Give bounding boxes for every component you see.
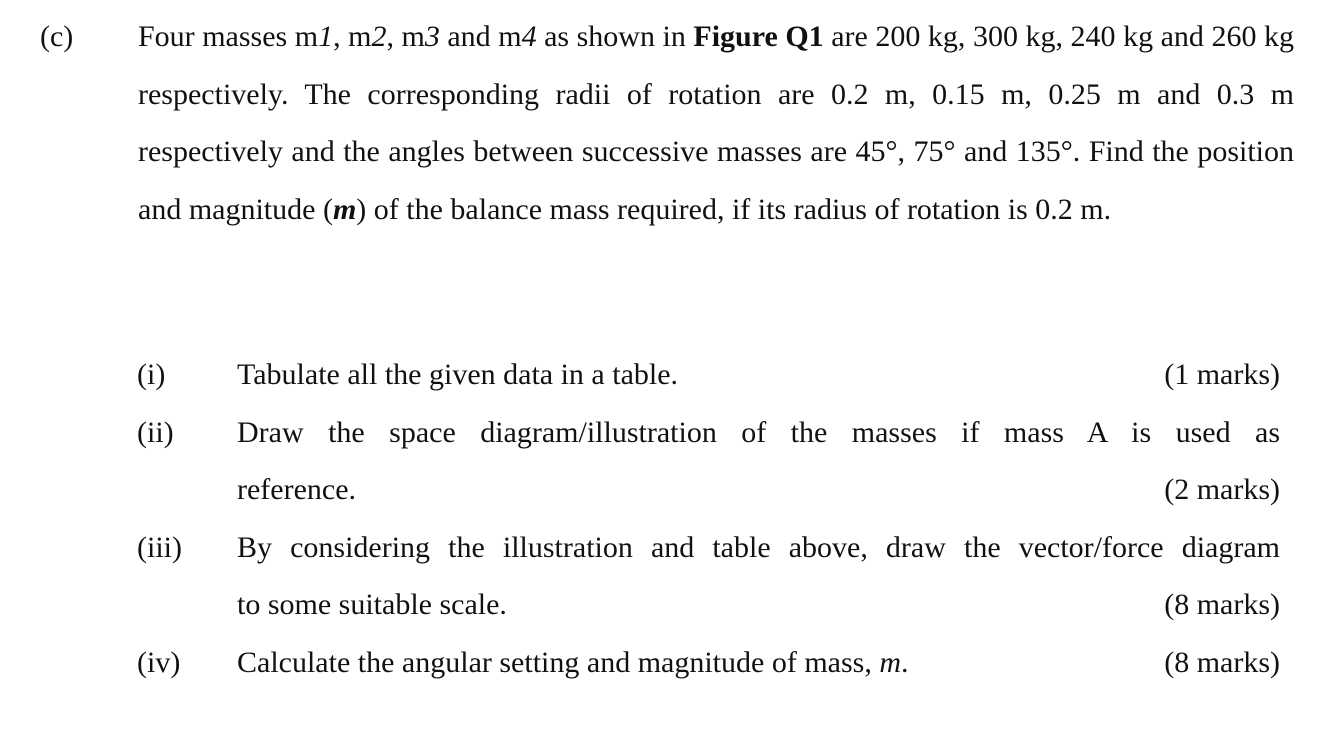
intro-text-6: are 200 kg, 300 kg, 240 kg and 260 kg respectively. The corresponding radii of rotation are 0.2 m, 0.15 m, 0.25 m and 0.3 m respectively and the angles between successive masses are 45°, 75° and 135°. Find the position and magnitude (: [138, 20, 1294, 226]
mass-symbol: m: [879, 646, 901, 679]
part-marks: (8 marks): [1164, 588, 1280, 621]
mass-subscript-3: 3: [424, 20, 440, 53]
part-text: [237, 634, 909, 691]
question-label: (c): [40, 20, 74, 53]
part-number: (ii): [137, 416, 174, 449]
part-ii-continued: [0, 461, 1328, 518]
part-iii: [0, 519, 1328, 576]
mass-subscript-1: 1: [318, 20, 334, 53]
part-marks: (1 marks): [1164, 358, 1280, 391]
part-number: (iii): [137, 531, 182, 564]
intro-text-7: ) of the balance mass required, if its radius of rotation is 0.2 m.: [356, 192, 1112, 226]
part-number: (i): [137, 358, 166, 391]
part-number: (iv): [137, 646, 181, 679]
intro-text-1: Four masses m: [138, 20, 319, 53]
figure-reference: Figure Q1: [693, 20, 824, 53]
balance-mass-symbol: m: [332, 192, 357, 226]
part-marks: (2 marks): [1164, 473, 1280, 506]
intro-text-3: , m: [386, 20, 425, 53]
mass-subscript-2: 2: [371, 20, 387, 53]
part-text: By considering the illustration and table above, draw the vector/force diagram: [237, 531, 1280, 564]
part-text-continued: reference.: [237, 473, 357, 506]
part-ii: [0, 404, 1328, 461]
part-text: Draw the space diagram/illustration of the masses if mass A is used as: [237, 416, 1280, 449]
intro-text-5: as shown in: [536, 20, 694, 53]
part-text-continued: to some suitable scale.: [237, 588, 507, 621]
part-text: Tabulate all the given data in a table.: [237, 358, 679, 391]
part-text-b: .: [901, 646, 909, 679]
question-intro: [138, 8, 1294, 238]
intro-text-2: , m: [333, 20, 372, 53]
intro-text-4: and m: [439, 20, 522, 53]
mass-subscript-4: 4: [521, 20, 537, 53]
part-iv: [0, 634, 1328, 691]
part-text-a: Calculate the angular setting and magnitude of mass,: [237, 646, 880, 679]
part-marks: (8 marks): [1164, 646, 1280, 679]
part-i: [0, 346, 1328, 403]
part-iii-continued: [0, 576, 1328, 633]
